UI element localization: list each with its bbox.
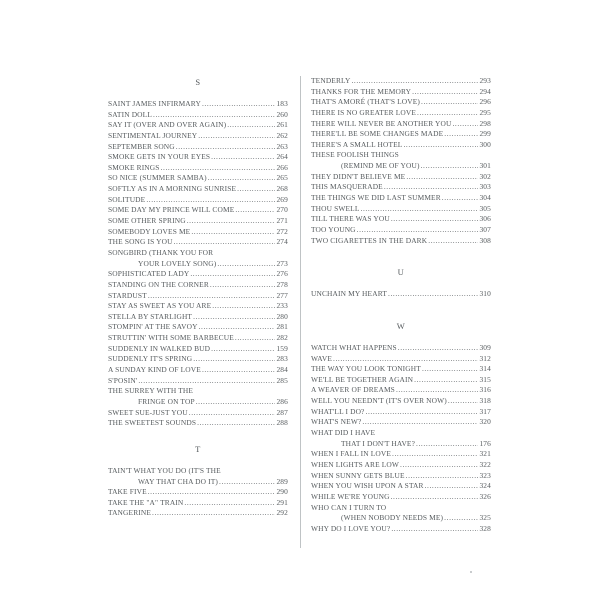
dot-leader [417,108,478,119]
entry-title: THEY DIDN'T BELIEVE ME [311,171,406,181]
index-entry [311,236,491,247]
entry-title: STARDUST [108,290,147,300]
entry-title: THOU SWELL [311,203,360,213]
entry-title: THIS MASQUERADE [311,182,383,192]
index-entry [108,365,288,376]
index-entry [311,214,491,225]
section-letter-s: S [195,77,201,87]
entry-title: THERE'S A SMALL HOTEL [311,139,403,149]
page-mark [470,571,472,573]
entry-page-number: 291 [276,497,288,507]
entry-page-number: 318 [479,396,491,406]
dot-leader [202,99,276,110]
dot-leader [237,184,275,195]
dot-leader [197,418,275,429]
index-entry [311,460,491,471]
dot-leader [193,312,275,323]
entry-page-number: 328 [479,523,491,533]
entry-page-number: 317 [479,406,491,416]
entry-title: WHAT DID I HAVE [311,428,376,438]
entry-page-number: 264 [276,152,288,162]
entry-page-number: 301 [479,161,491,171]
entry-page-number: 325 [479,513,491,523]
entry-title: SATIN DOLL [108,109,152,119]
dot-leader [212,301,275,312]
index-entry [311,343,491,354]
entry-title: THE SWEETEST SOUNDS [108,418,197,428]
entry-page-number: 294 [479,86,491,96]
dot-leader [392,449,478,460]
entry-title: SONGBIRD (THANK YOU FOR [108,247,214,257]
dot-leader [190,269,275,280]
entry-title: TANGERINE [108,508,152,518]
dot-leader [391,492,479,503]
entry-title: WHO CAN I TURN TO [311,502,387,512]
entry-title: THAT I DON'T HAVE? [341,438,416,448]
dot-leader [176,142,276,153]
index-entry [108,418,288,429]
entry-title: THAT'S AMORÉ (THAT'S LOVE) [311,97,421,107]
dot-leader [208,173,276,184]
entry-page-number: 276 [276,269,288,279]
entry-page-number: 233 [276,301,288,311]
entry-title: TOO YOUNG [311,224,356,234]
index-entry [311,417,491,428]
index-entry [108,291,288,302]
right-column [311,76,491,534]
index-entry [311,524,491,535]
index-entry [108,99,288,110]
dot-leader [202,365,276,376]
entry-title: WELL YOU NEEDN'T (IT'S OVER NOW) [311,396,447,406]
index-entry [311,396,491,407]
entry-title: SOLITUDE [108,194,146,204]
index-entry [311,481,491,492]
index-entry [108,205,288,216]
dot-leader [442,193,479,204]
entry-page-number: 288 [276,418,288,428]
dot-leader [421,161,479,172]
index-entry [311,492,491,503]
dot-leader [235,333,276,344]
index-entry [108,173,288,184]
entry-title: A WEAVER OF DREAMS [311,385,395,395]
entry-title: SO NICE (SUMMER SAMBA) [108,173,207,183]
entry-title: WHEN YOU WISH UPON A STAR [311,481,424,491]
entry-title: SOMEBODY LOVES ME [108,226,191,236]
entry-page-number: 309 [479,342,491,352]
entry-page-number: 305 [479,203,491,213]
entry-page-number: 287 [276,407,288,417]
entry-title: WE'LL BE TOGETHER AGAIN [311,374,414,384]
index-entry [108,498,288,509]
entry-title: THE SONG IS YOU [108,237,173,247]
dot-leader [366,407,479,418]
index-entry [108,163,288,174]
entry-page-number: 271 [276,216,288,226]
dot-leader [351,76,478,87]
section-t-list [108,466,288,519]
index-entry [108,142,288,153]
entry-title: THE THINGS WE DID LAST SUMMER [311,193,441,203]
entry-page-number: 300 [479,139,491,149]
dot-leader [403,140,478,151]
entry-title: THERE IS NO GREATER LOVE [311,107,417,117]
dot-leader [444,129,478,140]
section-s-list [108,99,288,429]
index-entry [108,184,288,195]
index-entry [311,471,491,482]
index-entry [108,227,288,238]
index-entry [108,466,288,477]
dot-leader [193,354,275,365]
index-entry [108,216,288,227]
dot-leader [174,237,276,248]
entry-page-number: 280 [276,311,288,321]
entry-page-number: 159 [276,343,288,353]
entry-page-number: 289 [276,476,288,486]
entry-title: TAIN'T WHAT YOU DO (IT'S THE [108,465,221,475]
section-w-list [311,343,491,535]
entry-title: WATCH WHAT HAPPENS [311,342,397,352]
entry-title: (WHEN NOBODY NEEDS ME) [341,513,444,523]
entry-title: (REMIND ME OF YOU) [341,161,420,171]
index-entry [108,312,288,323]
entry-page-number: 278 [276,279,288,289]
entry-title: SUDDENLY IN WALKED BUD [108,343,211,353]
index-entry [108,280,288,291]
dot-leader [448,396,479,407]
entry-title: STAY AS SWEET AS YOU ARE [108,301,212,311]
dot-leader [414,375,478,386]
dot-leader [396,385,479,396]
entry-page-number: 260 [276,109,288,119]
entry-title: SMOKE GETS IN YOUR EYES [108,152,211,162]
entry-page-number: 285 [276,375,288,385]
entry-page-number: 286 [276,396,288,406]
dot-leader [217,259,275,270]
index-entry [108,354,288,365]
entry-page-number: 274 [276,237,288,247]
entry-page-number: 303 [479,182,491,192]
index-entry [311,108,491,119]
dot-leader [333,354,478,365]
index-entry [108,333,288,344]
dot-leader [227,120,275,131]
entry-page-number: 270 [276,205,288,215]
entry-page-number: 306 [479,214,491,224]
dot-leader [210,280,276,291]
entry-title: FRINGE ON TOP [138,396,195,406]
dot-leader [361,204,479,215]
dot-leader [388,289,478,300]
dot-leader [219,477,275,488]
entry-page-number: 322 [479,459,491,469]
entry-page-number: 282 [276,333,288,343]
entry-title: UNCHAIN MY HEART [311,289,387,299]
index-entry [108,120,288,131]
entry-title: SENTIMENTAL JOURNEY [108,130,198,140]
index-entry [311,503,491,514]
entry-page-number: 324 [479,481,491,491]
dot-leader [400,460,478,471]
entry-title: SMOKE RINGS [108,162,160,172]
index-entry [311,407,491,418]
entry-title: S'POSIN' [108,375,138,385]
index-entry [108,487,288,498]
entry-page-number: 315 [479,374,491,384]
entry-title: TWO CIGARETTES IN THE DARK [311,235,428,245]
index-entry [311,161,491,172]
entry-title: TAKE THE "A" TRAIN [108,497,184,507]
entry-page-number: 302 [479,171,491,181]
entry-title: WHEN I FALL IN LOVE [311,449,392,459]
dot-leader [189,408,276,419]
index-entry [108,301,288,312]
entry-page-number: 296 [479,97,491,107]
dot-leader [191,227,275,238]
entry-title: SOME OTHER SPRING [108,216,186,226]
dot-leader [152,508,275,519]
index-entry [108,259,288,270]
dot-leader [196,397,276,408]
dot-leader [198,131,275,142]
index-entry [311,204,491,215]
dot-leader [398,343,479,354]
entry-page-number: 326 [479,491,491,501]
index-entry [311,140,491,151]
entry-page-number: 308 [479,235,491,245]
dot-leader [148,291,276,302]
entry-title: THERE'LL BE SOME CHANGES MADE [311,129,444,139]
entry-page-number: 316 [479,385,491,395]
entry-title: TAKE FIVE [108,487,147,497]
dot-leader [148,487,276,498]
entry-title: WAY THAT CHA DO IT) [138,476,219,486]
entry-title: SOFTLY AS IN A MORNING SUNRISE [108,184,237,194]
entry-page-number: 295 [479,107,491,117]
entry-page-number: 273 [276,258,288,268]
left-column [108,76,288,519]
index-entry [311,449,491,460]
entry-title: SAINT JAMES INFIRMARY [108,99,201,108]
index-entry [311,428,491,439]
dot-leader [444,513,478,524]
entry-title: STELLA BY STARLIGHT [108,311,193,321]
entry-page-number: 321 [479,449,491,459]
dot-leader [362,417,478,428]
index-entry [311,150,491,161]
dot-leader [187,216,276,227]
index-entry [108,131,288,142]
entry-title: TENDERLY [311,76,351,85]
index-entry [108,110,288,121]
dot-leader [452,119,478,130]
dot-leader [357,225,479,236]
section-t-continued-list [311,76,491,246]
index-entry [108,269,288,280]
entry-title: STOMPIN' AT THE SAVOY [108,322,198,332]
index-entry [108,195,288,206]
dot-leader [161,163,276,174]
entry-page-number: 183 [276,99,288,108]
entry-page-number: 262 [276,130,288,140]
entry-page-number: 310 [479,289,491,299]
dot-leader [406,172,478,183]
entry-title: WAVE [311,353,332,363]
entry-page-number: 261 [276,120,288,130]
index-entry [108,237,288,248]
entry-page-number: 304 [479,193,491,203]
entry-title: TILL THERE WAS YOU [311,214,390,224]
index-entry [108,386,288,397]
entry-title: THE WAY YOU LOOK TONIGHT [311,364,421,374]
dot-leader [199,322,276,333]
dot-leader [425,481,479,492]
entry-title: SEPTEMBER SONG [108,141,175,151]
index-entry [311,97,491,108]
entry-title: YOUR LOVELY SONG) [138,258,217,268]
index-entry [311,76,491,87]
entry-page-number: 320 [479,417,491,427]
index-entry [311,364,491,375]
index-entry [108,248,288,259]
dot-leader [146,195,275,206]
index-entry [311,513,491,524]
entry-page-number: 298 [479,118,491,128]
section-letter-w: W [396,320,406,331]
entry-title: WHAT'S NEW? [311,417,362,427]
dot-leader [406,471,479,482]
entry-page-number: 299 [479,129,491,139]
dot-leader [138,376,275,387]
entry-title: A SUNDAY KIND OF LOVE [108,365,201,375]
index-entry [108,152,288,163]
dot-leader [211,344,275,355]
dot-leader [211,152,275,163]
entry-title: STRUTTIN' WITH SOME BARBECUE [108,333,234,343]
dot-leader [153,110,275,121]
entry-page-number: 312 [479,353,491,363]
entry-page-number: 293 [479,76,491,85]
entry-page-number: 281 [276,322,288,332]
dot-leader [421,97,478,108]
index-entry [108,477,288,488]
entry-page-number: 307 [479,224,491,234]
index-entry [108,397,288,408]
dot-leader [416,439,478,450]
entry-title: WHAT'LL I DO? [311,406,365,416]
section-u-list [311,289,491,300]
entry-page-number: 176 [479,438,491,448]
dot-leader [184,498,275,509]
index-entry [311,439,491,450]
dot-leader [384,182,479,193]
entry-page-number: 323 [479,470,491,480]
dot-leader [235,205,275,216]
entry-page-number: 314 [479,364,491,374]
section-letter-t: T [195,443,201,454]
index-entry [311,172,491,183]
entry-title: THANKS FOR THE MEMORY [311,86,412,96]
entry-title: SOME DAY MY PRINCE WILL COME [108,205,235,215]
index-entry [108,344,288,355]
dot-leader [428,236,478,247]
dot-leader [412,87,478,98]
entry-page-number: 266 [276,162,288,172]
entry-title: THERE WILL NEVER BE ANOTHER YOU [311,118,452,128]
index-entry [311,385,491,396]
entry-title: SAY IT (OVER AND OVER AGAIN) [108,120,227,130]
entry-title: WHY DO I LOVE YOU? [311,523,391,533]
entry-page-number: 269 [276,194,288,204]
entry-title: WHILE WE'RE YOUNG [311,491,390,501]
index-entry [311,129,491,140]
index-entry [108,408,288,419]
entry-title: THE SURREY WITH THE [108,386,194,396]
entry-page-number: 284 [276,365,288,375]
entry-title: SWEET SUE-JUST YOU [108,407,188,417]
entry-page-number: 268 [276,184,288,194]
index-entry [311,354,491,365]
column-divider [300,76,301,548]
entry-title: WHEN LIGHTS ARE LOW [311,459,400,469]
entry-page-number: 283 [276,354,288,364]
index-entry [108,508,288,519]
entry-title: SOPHISTICATED LADY [108,269,190,279]
entry-title: SUDDENLY IT'S SPRING [108,354,193,364]
index-entry [311,119,491,130]
entry-title: WHEN SUNNY GETS BLUE [311,470,405,480]
dot-leader [391,214,479,225]
dot-leader [422,364,479,375]
index-entry [311,225,491,236]
entry-page-number: 263 [276,141,288,151]
index-entry [311,182,491,193]
entry-page-number: 290 [276,487,288,497]
index-entry [108,376,288,387]
index-entry [311,193,491,204]
index-entry [108,322,288,333]
entry-title: STANDING ON THE CORNER [108,279,209,289]
entry-title: THESE FOOLISH THINGS [311,150,399,160]
entry-page-number: 292 [276,508,288,518]
index-entry [311,375,491,386]
index-entry [311,289,491,300]
index-entry [311,87,491,98]
entry-page-number: 277 [276,290,288,300]
section-letter-u: U [397,267,405,278]
entry-page-number: 272 [276,226,288,236]
entry-page-number: 265 [276,173,288,183]
dot-leader [391,524,478,535]
